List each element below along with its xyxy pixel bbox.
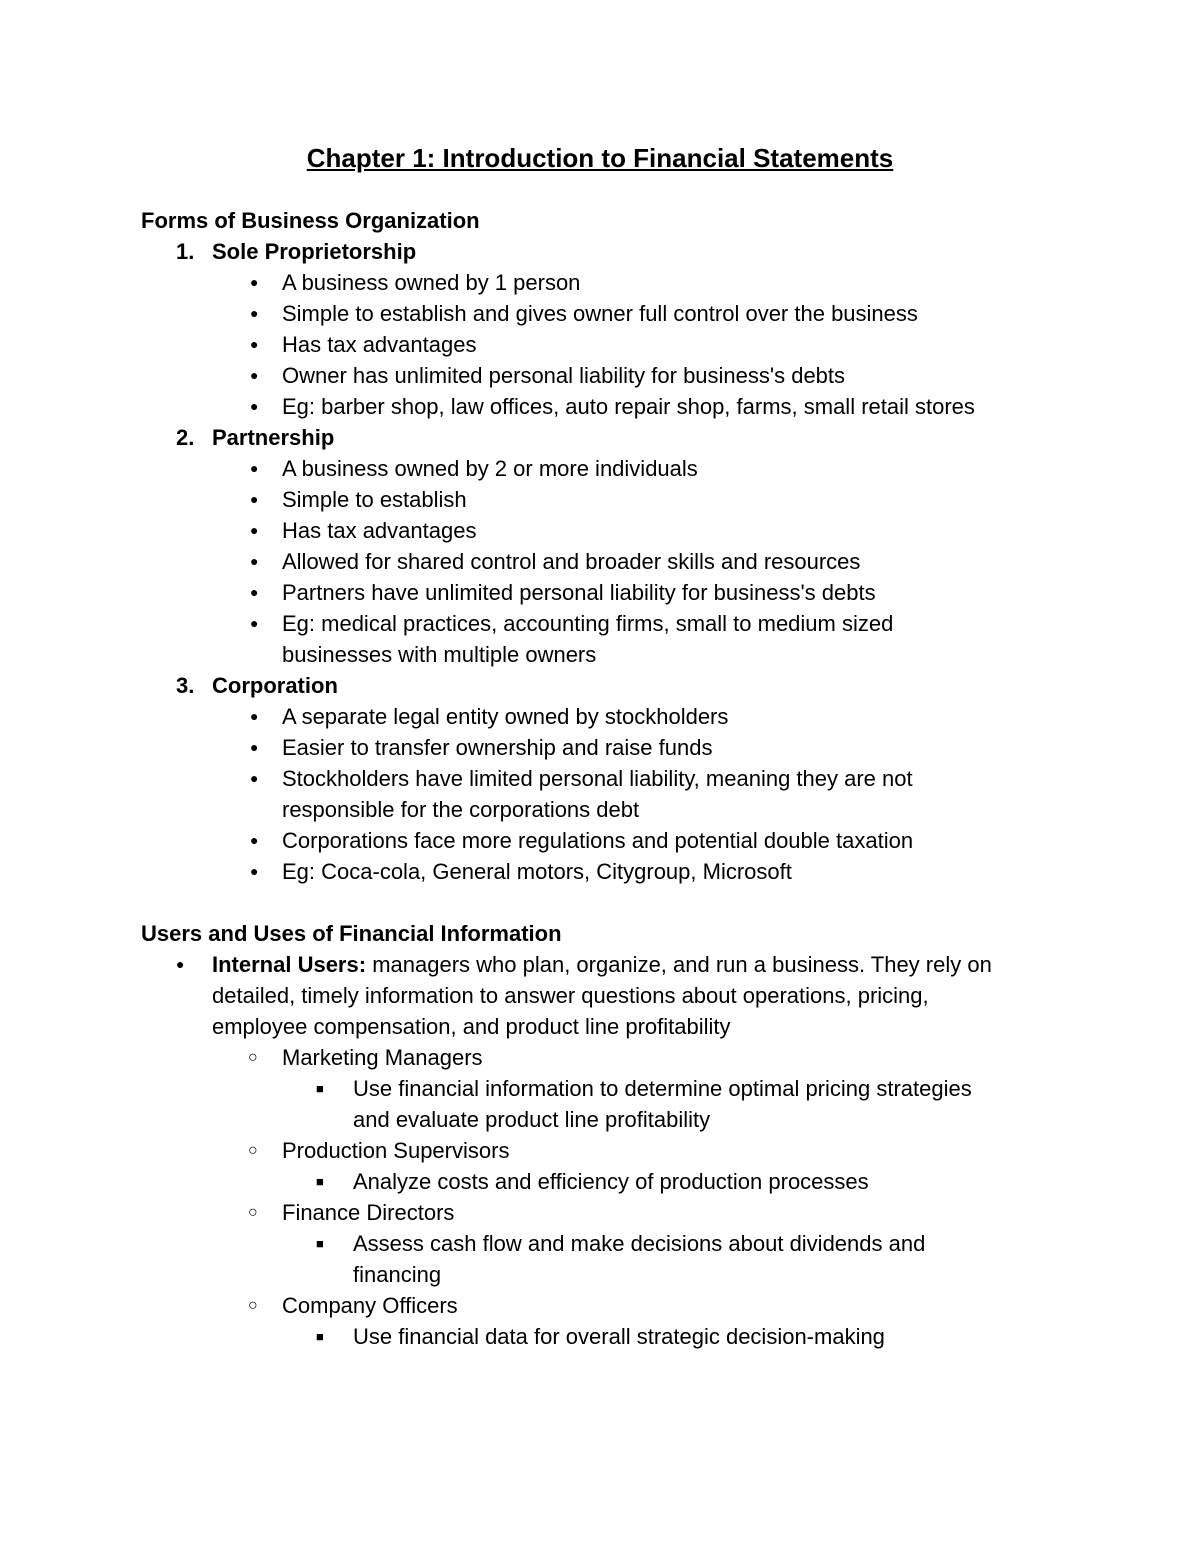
bullet-item: ● Owner has unlimited personal liability for business's debts (0, 360, 1200, 391)
bullet-icon: ● (250, 367, 259, 383)
list-item-label: Corporation (212, 673, 338, 698)
bullet-item-continuation: employee compensation, and product line profitability (212, 1014, 731, 1039)
list-item-corporation (0, 670, 1200, 701)
list-number: 3. (176, 673, 195, 698)
use-item: ■ Use financial information to determine optimal pricing strategies (0, 1073, 1200, 1104)
role-item: ○ Company Officers (0, 1290, 1200, 1321)
bullet-icon: ● (250, 336, 259, 352)
bullet-item: ● Eg: medical practices, accounting firms, small to medium sized (0, 608, 1200, 639)
bullet-item-continuation: businesses with multiple owners (282, 642, 597, 667)
bullet-item: ● Eg: Coca-cola, General motors, Citygroup, Microsoft (0, 856, 1200, 887)
circle-bullet-icon: ○ (248, 1049, 258, 1066)
bullet-icon: ● (250, 553, 259, 569)
role-item: ○ Finance Directors (0, 1197, 1200, 1228)
bullet-icon: ● (250, 522, 259, 538)
bullet-icon: ● (250, 739, 259, 755)
bullet-item: ● Stockholders have limited personal liability, meaning they are not (0, 763, 1200, 794)
use-item: ■ Use financial data for overall strategic decision-making (0, 1321, 1200, 1352)
circle-bullet-icon: ○ (248, 1204, 258, 1221)
bullet-item: ● Simple to establish (0, 484, 1200, 515)
bullet-item: ● Corporations face more regulations and potential double taxation (0, 825, 1200, 856)
role-item: ○ Marketing Managers (0, 1042, 1200, 1073)
list-number: 2. (176, 425, 195, 450)
use-item-continuation: financing (353, 1262, 442, 1287)
bullet-item: ● Has tax advantages (0, 515, 1200, 546)
bullet-icon: ● (250, 274, 259, 290)
bullet-item-internal-users: ● Internal Users: managers who plan, organize, and run a business. They rely on (0, 949, 1200, 980)
list-item-label: Partnership (212, 425, 335, 450)
bullet-item: ● A business owned by 1 person (0, 267, 1200, 298)
section-heading-forms: Forms of Business Organization (141, 208, 480, 233)
bullet-icon: ● (250, 460, 259, 476)
bullet-icon: ● (250, 863, 259, 879)
square-bullet-icon: ■ (316, 1081, 324, 1096)
bullet-icon: ● (250, 305, 259, 321)
circle-bullet-icon: ○ (248, 1142, 258, 1159)
bullet-icon: ● (250, 708, 259, 724)
internal-users-label: Internal Users: (212, 952, 367, 977)
page-title: Chapter 1: Introduction to Financial Statements (306, 143, 894, 173)
bullet-icon: ● (250, 584, 259, 600)
bullet-item: ● A business owned by 2 or more individuals (0, 453, 1200, 484)
use-item: ■ Assess cash flow and make decisions about dividends and (0, 1228, 1200, 1259)
bullet-item: ● A separate legal entity owned by stockholders (0, 701, 1200, 732)
bullet-item: ● Easier to transfer ownership and raise funds (0, 732, 1200, 763)
bullet-icon: ● (250, 832, 259, 848)
document-body (0, 205, 1200, 1352)
bullet-item-continuation: responsible for the corporations debt (282, 797, 640, 822)
square-bullet-icon: ■ (316, 1236, 324, 1251)
square-bullet-icon: ■ (316, 1174, 324, 1189)
bullet-item: ● Allowed for shared control and broader skills and resources (0, 546, 1200, 577)
section-heading-users: Users and Uses of Financial Information (141, 921, 562, 946)
bullet-item-continuation: detailed, timely information to answer questions about operations, pricing, (212, 983, 929, 1008)
bullet-icon: ● (250, 770, 259, 786)
role-item: ○ Production Supervisors (0, 1135, 1200, 1166)
bullet-icon: ● (250, 615, 259, 631)
bullet-icon: ● (250, 491, 259, 507)
list-number: 1. (176, 239, 195, 264)
list-item-sole-proprietorship (0, 236, 1200, 267)
square-bullet-icon: ■ (316, 1329, 324, 1344)
bullet-item: ● Has tax advantages (0, 329, 1200, 360)
bullet-item: ● Partners have unlimited personal liability for business's debts (0, 577, 1200, 608)
circle-bullet-icon: ○ (248, 1297, 258, 1314)
spacer (0, 887, 1200, 918)
use-item: ■ Analyze costs and efficiency of production processes (0, 1166, 1200, 1197)
list-item-label: Sole Proprietorship (212, 239, 417, 264)
bullet-icon: ● (176, 956, 185, 972)
bullet-item: ● Eg: barber shop, law offices, auto repair shop, farms, small retail stores (0, 391, 1200, 422)
list-item-partnership (0, 422, 1200, 453)
use-item-continuation: and evaluate product line profitability (353, 1107, 711, 1132)
bullet-icon: ● (250, 398, 259, 414)
bullet-item: ● Simple to establish and gives owner full control over the business (0, 298, 1200, 329)
